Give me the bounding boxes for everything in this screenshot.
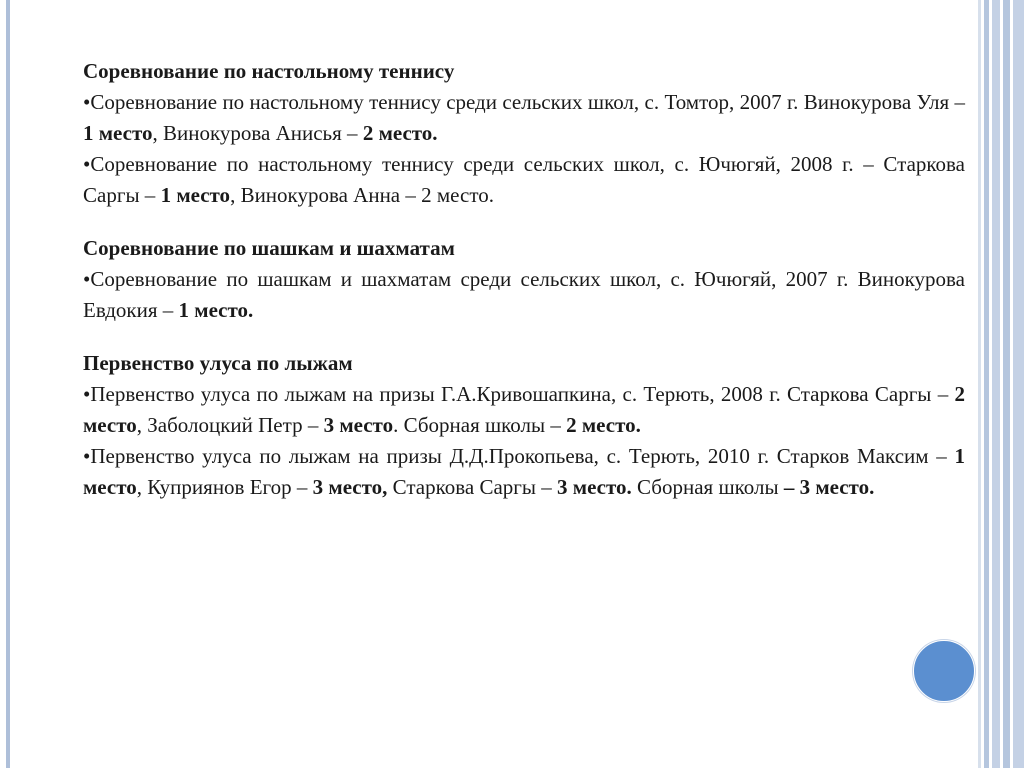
- place-result: 1 место: [83, 121, 153, 145]
- section-spacer: [83, 326, 965, 348]
- place-result: 1 место: [83, 444, 965, 499]
- frame-stripe: [978, 0, 981, 768]
- list-item-skiing-2008: [83, 379, 965, 441]
- frame-stripe: [1013, 0, 1024, 768]
- place-result: 3 место: [323, 413, 394, 437]
- section-heading-table-tennis: Соревнование по настольному теннису: [83, 59, 455, 83]
- item-text: •Первенство улуса по лыжам на призы Д.Д.Прокопьева, с. Терють, 2010 г. Старков Максим –: [83, 444, 955, 468]
- place-result: 2 место: [83, 382, 965, 437]
- place-result: 1 место: [160, 183, 231, 207]
- place-result: 2 место.: [566, 413, 641, 437]
- right-frame-stripes: [978, 0, 1024, 768]
- item-text: •Первенство улуса по лыжам на призы Г.А.Кривошапкина, с. Терють, 2008 г. Старкова Саргы –: [83, 382, 955, 406]
- frame-stripe: [984, 0, 989, 768]
- frame-stripe: [992, 0, 1000, 768]
- left-frame-border: [6, 0, 10, 768]
- list-item-skiing-2010: [83, 441, 965, 503]
- decorative-circle: [913, 640, 975, 702]
- section-heading-skiing: Первенство улуса по лыжам: [83, 351, 353, 375]
- item-text: , Винокурова Анна – 2 место.: [230, 183, 494, 207]
- slide-content: [83, 56, 965, 503]
- item-text: Старкова Саргы –: [387, 475, 558, 499]
- item-text: , Винокурова Анисья –: [152, 121, 363, 145]
- item-text: •Соревнование по шашкам и шахматам среди сельских школ, с. Ючюгяй, 2007 г. Винокурова Евдокия –: [83, 267, 965, 322]
- place-result: 3 место,: [312, 475, 388, 499]
- place-result: 1 место.: [178, 298, 254, 322]
- item-text: •Соревнование по настольному теннису среди сельских школ, с. Ючюгяй, 2008 г. – Старкова Саргы –: [83, 152, 965, 207]
- item-text: , Заболоцкий Петр –: [136, 413, 324, 437]
- list-item-table-tennis-2007: [83, 87, 965, 149]
- list-item-checkers-chess-2007: [83, 264, 965, 326]
- place-result: 2 место.: [362, 121, 438, 145]
- list-item-table-tennis-2008: [83, 149, 965, 211]
- place-result: 3 место.: [557, 475, 632, 499]
- place-result: – 3 место.: [783, 475, 875, 499]
- item-text: •Соревнование по настольному теннису среди сельских школ, с. Томтор, 2007 г. Винокурова Уля –: [83, 90, 965, 114]
- item-text: Сборная школы: [631, 475, 784, 499]
- frame-stripe: [1003, 0, 1010, 768]
- section-heading-checkers-chess: Соревнование по шашкам и шахматам: [83, 236, 455, 260]
- section-spacer: [83, 211, 965, 233]
- item-text: , Куприянов Егор –: [136, 475, 313, 499]
- item-text: . Сборная школы –: [393, 413, 567, 437]
